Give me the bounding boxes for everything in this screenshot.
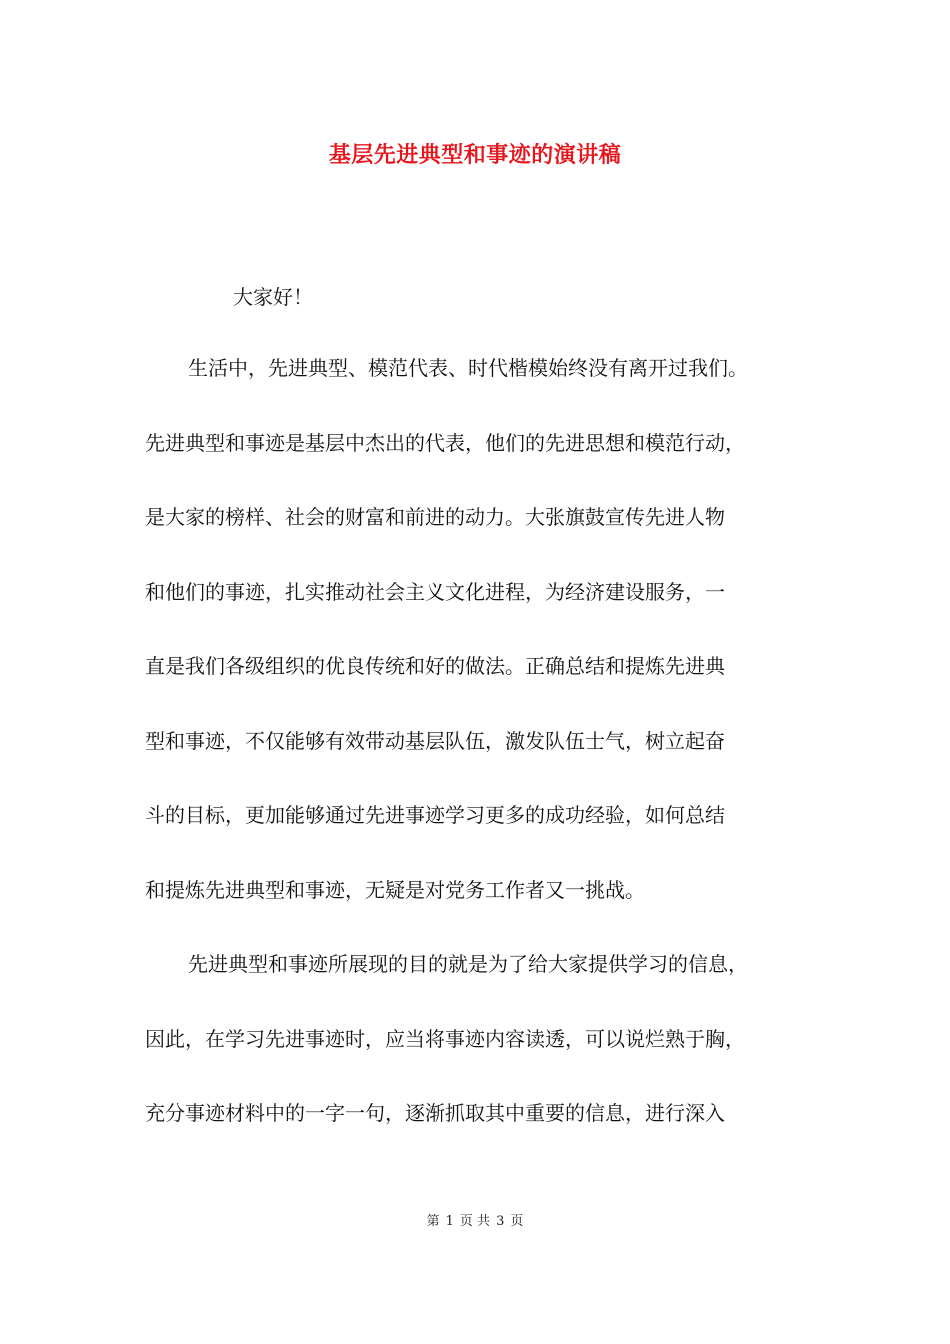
document-title: 基层先进典型和事迹的演讲稿 [328,142,622,168]
page-label-prefix: 第 [426,1214,440,1229]
current-page-number: 1 [445,1214,454,1229]
paragraph-line: 斗的目标，更加能够通过先进事迹学习更多的成功经验，如何总结 [145,803,725,827]
paragraph-line: 充分事迹材料中的一字一句，逐渐抓取其中重要的信息，进行深入 [145,1101,725,1125]
paragraph-line: 生活中，先进典型、模范代表、时代楷模始终没有离开过我们。 [188,356,748,380]
total-pages-number: 3 [496,1214,505,1229]
paragraph-line: 和他们的事迹，扎实推动社会主义文化进程，为经济建设服务，一 [145,580,725,604]
page-footer [0,1210,950,1229]
paragraph-line: 先进典型和事迹是基层中杰出的代表，他们的先进思想和模范行动， [145,431,745,455]
paragraph-line: 型和事迹，不仅能够有效带动基层队伍，激发队伍士气，树立起奋 [145,729,725,753]
page-label-suffix: 页 [510,1214,524,1229]
greeting: 大家好！ [233,285,313,309]
paragraph-line: 是大家的榜样、社会的财富和前进的动力。大张旗鼓宣传先进人物 [145,505,725,529]
paragraph-line: 和提炼先进典型和事迹，无疑是对党务工作者又一挑战。 [145,878,645,902]
paragraph-line: 直是我们各级组织的优良传统和好的做法。正确总结和提炼先进典 [145,654,725,678]
page-label-middle: 页 共 [459,1214,491,1229]
paragraph-line: 先进典型和事迹所展现的目的就是为了给大家提供学习的信息， [188,952,748,976]
paragraph-line: 因此，在学习先进事迹时，应当将事迹内容读透，可以说烂熟于胸， [145,1027,745,1051]
